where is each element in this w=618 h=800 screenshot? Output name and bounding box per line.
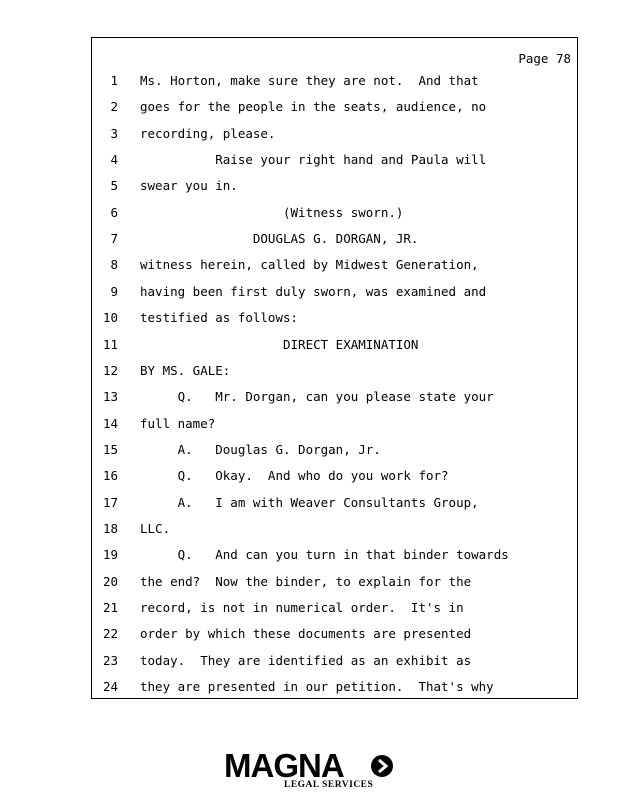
line-text: BY MS. GALE: bbox=[140, 362, 231, 378]
line-number: 2 bbox=[110, 99, 118, 115]
transcript-line bbox=[92, 126, 579, 144]
transcript-line bbox=[92, 73, 579, 91]
line-text: swear you in. bbox=[140, 178, 238, 194]
line-text: goes for the people in the seats, audience, no bbox=[140, 99, 487, 115]
line-text: Q. Mr. Dorgan, can you please state your bbox=[140, 389, 494, 405]
line-text: record, is not in numerical order. It's in bbox=[140, 600, 464, 615]
transcript-line bbox=[92, 600, 579, 618]
line-number: 20 bbox=[102, 573, 118, 589]
line-text: A. I am with Weaver Consultants Group, bbox=[140, 494, 479, 510]
line-number: 12 bbox=[102, 362, 118, 378]
line-text: order by which these documents are presented bbox=[140, 626, 472, 642]
line-text: DOUGLAS G. DORGAN, JR. bbox=[140, 231, 419, 247]
transcript-line bbox=[92, 679, 579, 697]
line-text: full name? bbox=[140, 415, 216, 431]
line-number: 11 bbox=[102, 336, 118, 352]
line-number: 23 bbox=[102, 652, 118, 668]
transcript-line bbox=[92, 547, 579, 565]
magna-logo bbox=[224, 748, 396, 794]
line-number: 22 bbox=[102, 626, 118, 642]
line-number: 6 bbox=[110, 204, 118, 220]
line-number: 10 bbox=[102, 310, 118, 326]
transcript-line bbox=[92, 468, 579, 486]
transcript-line bbox=[92, 363, 579, 381]
line-number: 13 bbox=[102, 389, 118, 405]
line-text: today. They are identified as an exhibit as bbox=[140, 652, 472, 668]
line-number: 18 bbox=[102, 520, 118, 536]
line-text: Raise your right hand and Paula will bbox=[140, 152, 487, 168]
transcript-line bbox=[92, 521, 579, 539]
line-number: 21 bbox=[102, 600, 118, 615]
line-text: they are presented in our petition. That's why bbox=[140, 679, 494, 695]
transcript-line bbox=[92, 389, 579, 407]
transcript-line bbox=[92, 337, 579, 355]
line-number: 24 bbox=[102, 679, 118, 695]
line-number: 5 bbox=[110, 178, 118, 194]
transcript-line bbox=[92, 99, 579, 117]
transcript-line bbox=[92, 442, 579, 460]
line-number: 16 bbox=[102, 468, 118, 484]
transcript-line bbox=[92, 416, 579, 434]
transcript-line bbox=[92, 231, 579, 249]
transcript-line bbox=[92, 205, 579, 223]
transcript-line bbox=[92, 626, 579, 644]
line-text: LLC. bbox=[140, 520, 171, 536]
transcript-line bbox=[92, 310, 579, 328]
transcript-line bbox=[92, 495, 579, 513]
transcript-line bbox=[92, 653, 579, 671]
line-text: having been first duly sworn, was examined and bbox=[140, 283, 487, 299]
line-number: 17 bbox=[102, 494, 118, 510]
line-text: Ms. Horton, make sure they are not. And that bbox=[140, 73, 479, 88]
line-text: recording, please. bbox=[140, 125, 276, 141]
line-number: 3 bbox=[110, 125, 118, 141]
page-number: Page 78 bbox=[518, 51, 571, 66]
line-number: 9 bbox=[110, 283, 118, 299]
line-number: 15 bbox=[102, 441, 118, 457]
logo-wordmark: MAGNA bbox=[224, 747, 344, 784]
line-number: 14 bbox=[102, 415, 118, 431]
line-number: 8 bbox=[110, 257, 118, 273]
transcript-page bbox=[91, 37, 578, 699]
arrow-circle-icon bbox=[370, 754, 394, 778]
transcript-line bbox=[92, 178, 579, 196]
transcript-line bbox=[92, 574, 579, 592]
line-text: the end? Now the binder, to explain for the bbox=[140, 573, 472, 589]
transcript-line bbox=[92, 257, 579, 275]
transcript-line bbox=[92, 152, 579, 170]
line-text: (Witness sworn.) bbox=[140, 204, 404, 220]
line-number: 1 bbox=[110, 73, 118, 88]
line-number: 19 bbox=[102, 547, 118, 563]
line-text: witness herein, called by Midwest Generation, bbox=[140, 257, 479, 273]
line-text: A. Douglas G. Dorgan, Jr. bbox=[140, 441, 381, 457]
line-number: 7 bbox=[110, 231, 118, 247]
line-text: testified as follows: bbox=[140, 310, 299, 326]
line-text: DIRECT EXAMINATION bbox=[140, 336, 419, 352]
transcript-line bbox=[92, 284, 579, 302]
line-text: Q. And can you turn in that binder towards bbox=[140, 547, 509, 563]
line-number: 4 bbox=[110, 152, 118, 168]
logo-subtitle: LEGAL SERVICES bbox=[284, 780, 374, 790]
line-text: Q. Okay. And who do you work for? bbox=[140, 468, 449, 484]
